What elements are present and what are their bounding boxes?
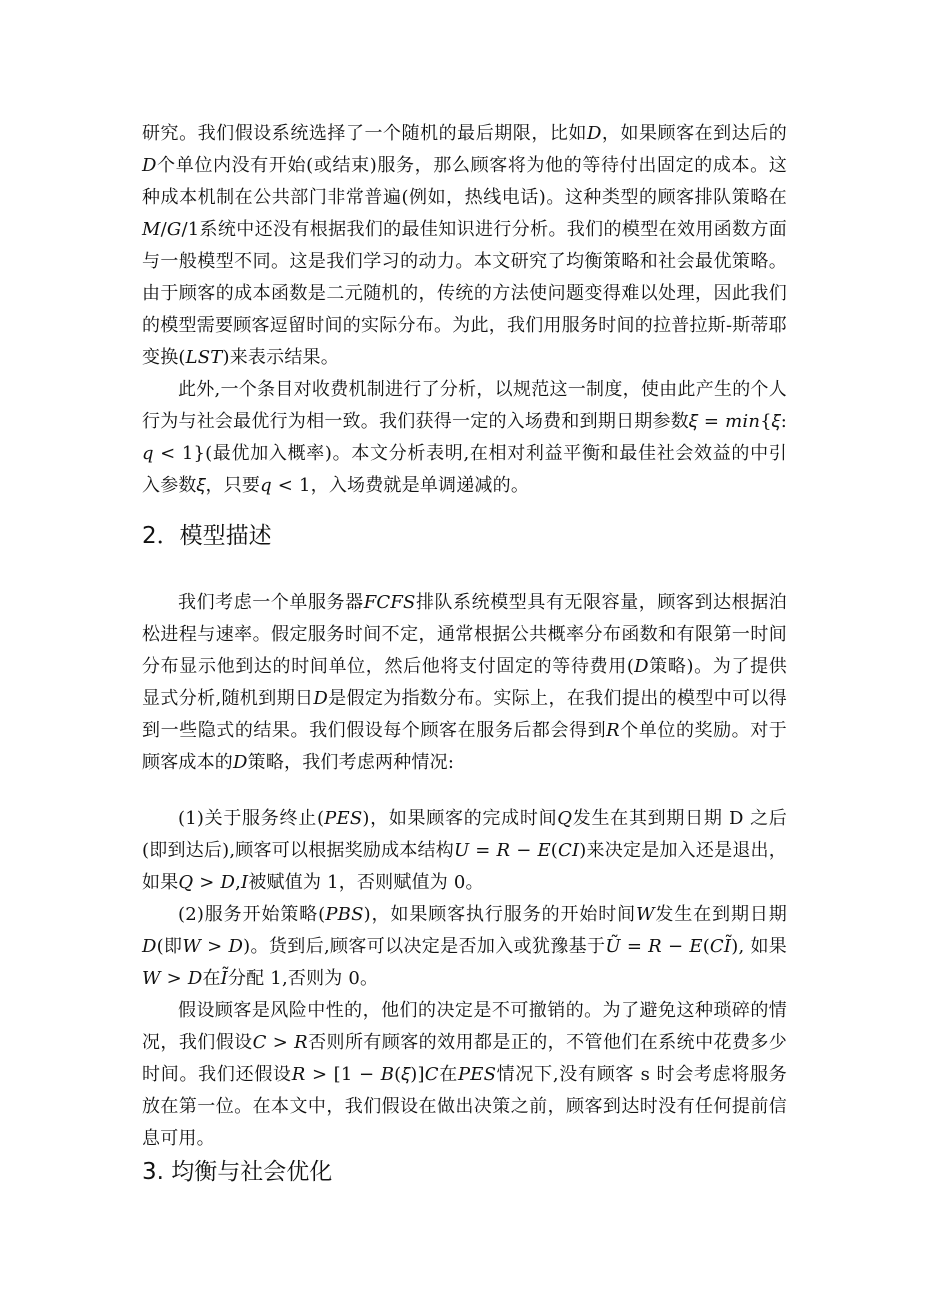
section-heading-equilibrium: 3. 均衡与社会优化 — [142, 1159, 333, 1185]
paragraph-model-setup: 我们考虑一个单服务器𝐹𝐶𝐹𝑆排队系统模型具有无限容量，顾客到达根据泊松进程与速率。假定服务时间不定，通常根据公共概率分布函数和有限第一时间分布显示他到达的时间单位，然后他将支付固定的等待费用(𝐷策略)。为了提供显式分析,随机到期日𝐷是假定为指数分布。实际上，在我们提出的模型中可以得到一些隐式的结果。我们假设每个顾客在服务后都会得到𝑅个单位的奖励。对于顾客成本的𝐷策略，我们考虑两种情况: — [142, 592, 787, 773]
section-heading-model-description: 2．模型描述 — [142, 523, 272, 549]
paragraph-intro-continued: 研究。我们假设系统选择了一个随机的最后期限，比如𝐷，如果顾客在到达后的𝐷个单位内没有开始(或结束)服务，那么顾客将为他的等待付出固定的成本。这种成本机制在公共部门非常普遍(例如，热线电话)。这种类型的顾客排队策略在𝑀/𝐺/1系统中还没有根据我们的最佳知识进行分析。我们的模型在效用函数方面与一般模型不同。这是我们学习的动力。本文研究了均衡策略和社会最优策略。由于顾客的成本函数是二元随机的，传统的方法使问题变得难以处理，因此我们的模型需要顾客逗留时间的实际分布。为此，我们用服务时间的拉普拉斯-斯蒂耶变换(𝐿𝑆𝑇)来表示结果。 — [142, 123, 787, 368]
paragraph-toll-mechanism: 此外,一个条目对收费机制进行了分析，以规范这一制度，使由此产生的个人行为与社会最优行为相一致。我们获得一定的入场费和到期日期参数𝜉 = 𝑚𝑖𝑛{𝜉: 𝑞 < 1}(最优加入概率)。本文分析表明,在相对利益平衡和最佳社会效益的中引入参数𝜉，只要𝑞 < 1，入场费就是单调递减的。 — [142, 379, 787, 496]
paragraph-case-pbs: (2)服务开始策略(𝑃𝐵𝑆)，如果顾客执行服务的开始时间𝑊发生在到期日期𝐷(即𝑊 > 𝐷)。货到后,顾客可以决定是否加入或犹豫基于𝑈̃ = 𝑅 − 𝐸(𝐶𝐼̃), 如果𝑊 > 𝐷在𝐼̃分配 1,否则为 0。 — [142, 904, 787, 989]
paragraph-assumptions: 假设顾客是风险中性的，他们的决定是不可撤销的。为了避免这种琐碎的情况，我们假设𝐶 > 𝑅否则所有顾客的效用都是正的，不管他们在系统中花费多少时间。我们还假设𝑅 > [1 − 𝐵(𝜉)]𝐶在𝑃𝐸𝑆情况下,没有顾客 s 时会考虑将服务放在第一位。在本文中，我们假设在做出决策之前，顾客到达时没有任何提前信息可用。 — [142, 1000, 787, 1149]
paragraph-case-pes: (1)关于服务终止(𝑃𝐸𝑆)，如果顾客的完成时间𝑄发生在其到期日期 D 之后(即到达后),顾客可以根据奖励成本结构𝑈 = 𝑅 − 𝐸(𝐶𝐼)来决定是加入还是退出，如果𝑄 > 𝐷,𝐼被赋值为 1，否则赋值为 0。 — [142, 808, 787, 893]
